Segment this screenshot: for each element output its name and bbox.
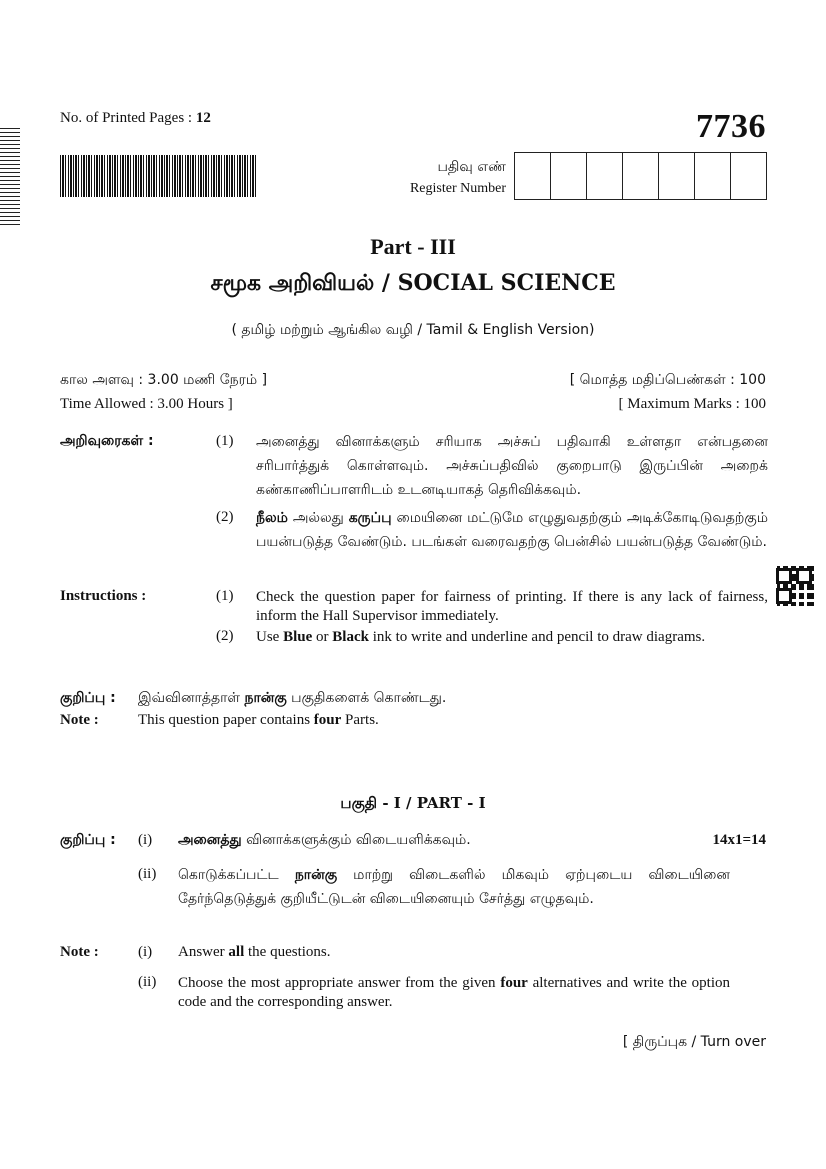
instruction-ta-1-num: (1) <box>216 433 234 449</box>
register-label <box>410 156 506 200</box>
paper-note-ta-post: பகுதிகளைக் கொண்டது. <box>286 690 447 706</box>
part-title: Part - III <box>370 234 456 259</box>
part1-note-en-2-bold: four <box>500 975 528 991</box>
instruction-en-2-num: (2) <box>216 628 234 644</box>
part1-marks: 14x1=14 <box>712 832 766 848</box>
paper-note-ta-label: குறிப்பு : <box>60 690 116 706</box>
instruction-ta-2-num: (2) <box>216 509 234 525</box>
instruction-en-1-num: (1) <box>216 588 234 604</box>
part1-note-en-1-bold: all <box>228 944 245 960</box>
page-edge-marks <box>0 128 20 228</box>
register-digit-box[interactable] <box>731 153 766 199</box>
part1-note-ta-2-pre: கொடுக்கப்பட்ட <box>178 867 295 883</box>
part1-note-ta-1-text <box>178 832 471 850</box>
turn-over: [ திருப்புக / Turn over <box>622 1034 766 1050</box>
instruction-ta-2-rest: மையினை மட்டுமே எழுதுவதற்கும் அடிக்கோடிடுவதற்கும் பயன்படுத்த வேண்டும். படங்கள் வரைவதற்கு பென்சில் பயன்படுத்த வேண்டும். <box>256 510 768 550</box>
instruction-ta-2-text <box>256 506 768 554</box>
paper-note-en-post: Parts. <box>341 712 379 728</box>
paper-note-ta-bold: நான்கு <box>244 690 287 706</box>
part1-note-ta-label: குறிப்பு : <box>60 832 116 848</box>
paper-note-ta-text <box>138 690 446 708</box>
part1-note-ta-1-rest: வினாக்களுக்கும் விடையளிக்கவும். <box>241 832 471 848</box>
register-label-en: Register Number <box>409 181 506 196</box>
instruction-en-2-rest: ink to write and underline and pencil to draw diagrams. <box>368 629 706 645</box>
paper-code: 7736 <box>696 108 766 145</box>
register-digit-box[interactable] <box>587 153 623 199</box>
part1-note-en-label: Note : <box>60 944 99 960</box>
subject-title: சமூக அறிவியல் / SOCIAL SCIENCE <box>210 270 616 296</box>
paper-note-ta-pre: இவ்வினாத்தாள் <box>138 690 245 706</box>
register-digit-box[interactable] <box>515 153 551 199</box>
part1-note-en-2-text <box>178 974 730 1012</box>
part1-note-en-2-pre: Choose the most appropriate answer from the given <box>178 975 501 991</box>
printed-pages-label: No. of Printed Pages : <box>60 110 196 126</box>
time-allowed-en: Time Allowed : 3.00 Hours ] <box>60 396 233 412</box>
instruction-ta-2-bold2: கருப்பு <box>348 510 392 526</box>
instruction-ta-2-mid: அல்லது <box>287 510 349 526</box>
paper-note-en-pre: This question paper contains <box>138 712 314 728</box>
time-allowed-ta: கால அளவு : 3.00 மணி நேரம் ] <box>60 372 268 388</box>
printed-pages-value: 12 <box>195 110 211 126</box>
register-digit-box[interactable] <box>551 153 587 199</box>
barcode-image <box>60 155 256 197</box>
part1-note-ta-1-bold: அனைத்து <box>178 832 242 848</box>
paper-note-en-text <box>138 712 379 729</box>
part1-note-ta-2-bold: நான்கு <box>294 867 338 883</box>
register-label-ta: பதிவு எண் <box>437 159 506 175</box>
instruction-en-2-mid: or <box>312 629 333 645</box>
max-marks-ta: [ மொத்த மதிப்பெண்கள் : 100 <box>569 372 766 388</box>
part1-note-ta-2-num: (ii) <box>138 866 157 882</box>
register-digit-box[interactable] <box>659 153 695 199</box>
register-digit-box[interactable] <box>623 153 659 199</box>
instruction-en-2-bold1: Blue <box>283 629 313 645</box>
paper-note-en-bold: four <box>313 712 342 728</box>
qr-code-image <box>774 566 814 606</box>
part1-note-en-1-rest: the questions. <box>244 944 331 960</box>
printed-pages <box>60 110 211 127</box>
part1-note-ta-2-rest: மாற்று விடைகளில் மிகவும் ஏற்புடைய விடையினை தேர்ந்தெடுத்துக் குறியீட்டுடன் விடையினையும் சேர்த்து எழுதவும். <box>178 867 730 907</box>
max-marks-en: [ Maximum Marks : 100 <box>618 396 766 412</box>
instruction-en-2-text <box>256 628 776 647</box>
part1-note-ta-2-text <box>178 863 730 911</box>
instruction-ta-1-text: அனைத்து வினாக்களும் சரியாக அச்சுப் பதிவாகி உள்ளதா என்பதனை சரிபார்த்துக் கொள்ளவும். அச்சுப்பதிவில் குறைபாடு இருப்பின் அறைக் கண்காணிப்பாளரிடம் உடனடியாகத் தெரிவிக்கவும். <box>256 434 768 498</box>
register-digit-box[interactable] <box>695 153 731 199</box>
instructions-en-label: Instructions : <box>60 588 147 604</box>
register-number-boxes <box>514 152 767 200</box>
instructions-ta-label: அறிவுரைகள் : <box>60 433 154 449</box>
instruction-en-2-pre: Use <box>256 629 284 645</box>
instruction-ta-2-bold1: நீலம் <box>256 510 288 526</box>
instruction-en-2-bold2: Black <box>332 629 369 645</box>
part1-note-en-2-rest: alternatives and write the option code and the corresponding answer. <box>178 975 730 1010</box>
part1-note-en-1-num: (i) <box>138 944 153 960</box>
part1-heading: பகுதி - I / PART - I <box>340 794 486 812</box>
instruction-en-1-text: Check the question paper for fairness of printing. If there is any lack of fairness, inform the Hall Supervisor immediately. <box>256 589 768 624</box>
paper-note-en-label: Note : <box>60 712 99 728</box>
version-line: ( தமிழ் மற்றும் ஆங்கில வழி / Tamil & English Version) <box>231 322 595 338</box>
part1-note-en-1-pre: Answer <box>178 944 229 960</box>
part1-note-ta-1-num: (i) <box>138 832 153 848</box>
part1-note-en-2-num: (ii) <box>138 974 157 990</box>
part1-note-en-1-text <box>178 944 331 961</box>
